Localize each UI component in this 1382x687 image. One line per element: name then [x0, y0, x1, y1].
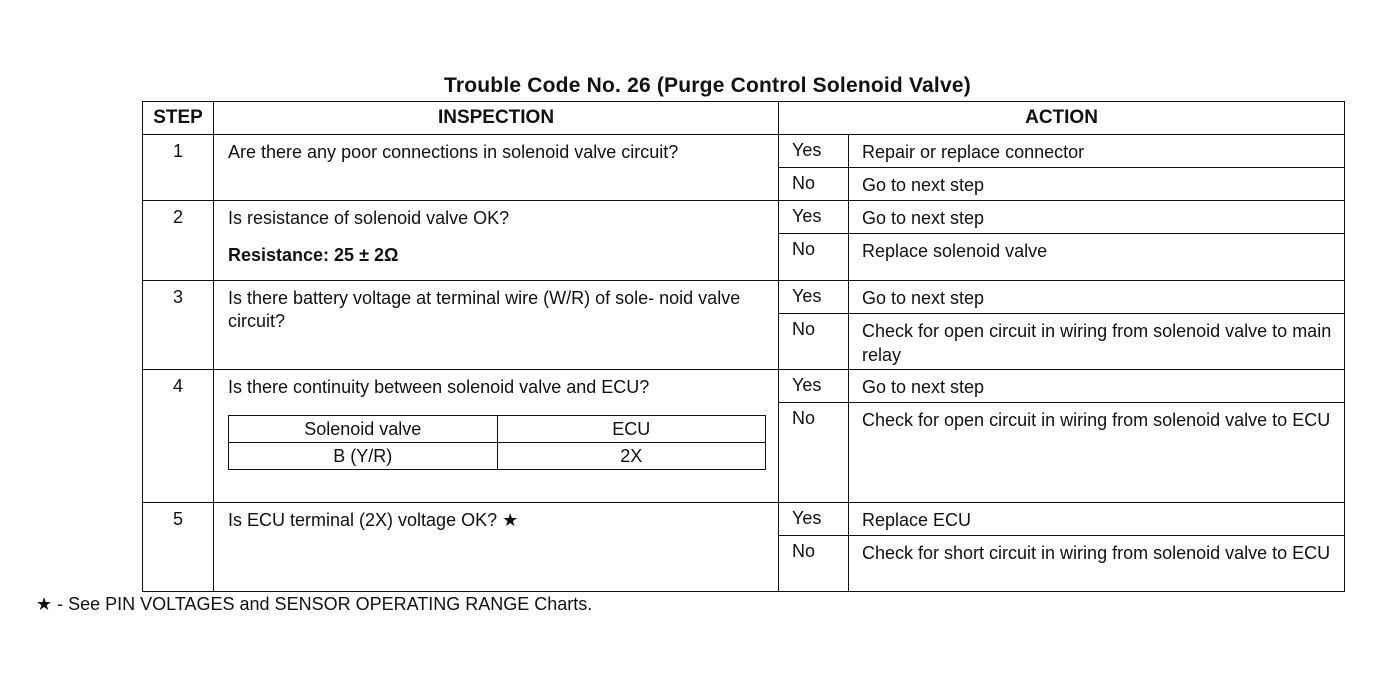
subtable-cell-solenoid: B (Y/R) — [229, 443, 498, 470]
yes-label: Yes — [779, 503, 849, 536]
footnote: ★ - See PIN VOLTAGES and SENSOR OPERATING RANGE Charts. — [36, 594, 593, 614]
step-number: 1 — [143, 135, 214, 201]
step-number: 4 — [143, 370, 214, 503]
yes-label: Yes — [779, 281, 849, 314]
step-number: 3 — [143, 281, 214, 370]
inspection-question: Is resistance of solenoid valve OK? — [228, 208, 510, 228]
table-row — [143, 281, 1345, 314]
page-title: Trouble Code No. 26 (Purge Control Solenoid Valve) — [444, 74, 971, 97]
trouble-code-table — [142, 101, 1345, 592]
table-header-row — [143, 102, 1345, 135]
inspection-question: Is ECU terminal (2X) voltage OK? ★ — [228, 510, 519, 530]
table-row — [143, 503, 1345, 536]
subtable-cell-ecu: 2X — [497, 443, 766, 470]
no-label: No — [779, 314, 849, 370]
no-action: Check for short circuit in wiring from solenoid valve to ECU — [849, 536, 1345, 592]
step-number: 2 — [143, 201, 214, 281]
continuity-subtable — [228, 415, 766, 470]
yes-action: Go to next step — [849, 201, 1345, 234]
yes-action: Repair or replace connector — [849, 135, 1345, 168]
no-action: Check for open circuit in wiring from solenoid valve to main relay — [849, 314, 1345, 370]
inspection-question: Are there any poor connections in solenoid valve circuit? — [228, 142, 679, 162]
subtable-row — [229, 443, 766, 470]
table-row — [143, 135, 1345, 168]
yes-action: Go to next step — [849, 370, 1345, 403]
no-label: No — [779, 403, 849, 503]
no-label: No — [779, 168, 849, 201]
header-step: STEP — [143, 102, 214, 135]
table-row — [143, 201, 1345, 234]
subtable-header-row — [229, 416, 766, 443]
no-action: Check for open circuit in wiring from solenoid valve to ECU — [849, 403, 1345, 503]
subtable-header-solenoid: Solenoid valve — [229, 416, 498, 443]
yes-label: Yes — [779, 135, 849, 168]
inspection-question: Is there continuity between solenoid valve and ECU? — [228, 377, 650, 397]
no-action: Go to next step — [849, 168, 1345, 201]
yes-label: Yes — [779, 370, 849, 403]
no-label: No — [779, 536, 849, 592]
header-inspection: INSPECTION — [214, 102, 779, 135]
yes-action: Replace ECU — [849, 503, 1345, 536]
inspection-text — [214, 503, 779, 592]
step-number: 5 — [143, 503, 214, 592]
inspection-question: Is there battery voltage at terminal wire (W/R) of sole- noid valve circuit? — [228, 288, 741, 331]
inspection-text — [214, 201, 779, 281]
inspection-text — [214, 370, 779, 503]
resistance-spec: Resistance: 25 ± 2Ω — [228, 245, 399, 265]
yes-action: Go to next step — [849, 281, 1345, 314]
inspection-text — [214, 281, 779, 370]
inspection-text — [214, 135, 779, 201]
header-action: ACTION — [779, 102, 1345, 135]
subtable-header-ecu: ECU — [497, 416, 766, 443]
no-action: Replace solenoid valve — [849, 234, 1345, 281]
yes-label: Yes — [779, 201, 849, 234]
no-label: No — [779, 234, 849, 281]
table-row — [143, 370, 1345, 403]
